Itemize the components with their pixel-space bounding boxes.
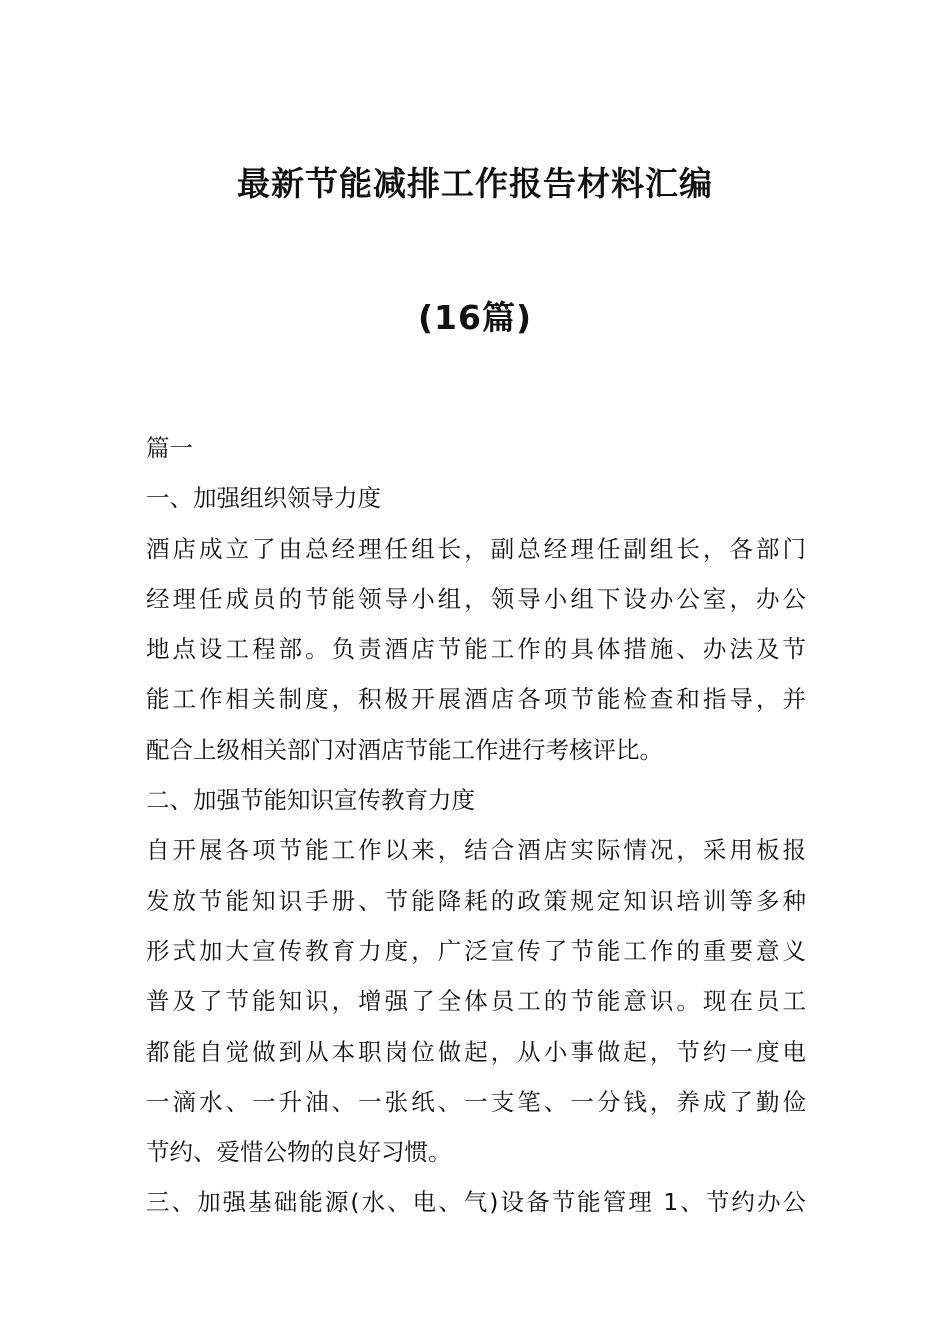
text-line: 经理任成员的节能领导小组，领导小组下设办公室，办公 bbox=[146, 584, 806, 613]
text-line: 形式加大宣传教育力度，广泛宣传了节能工作的重要意义 bbox=[146, 936, 806, 965]
text-line: 酒店成立了由总经理任组长，副总经理任副组长，各部门 bbox=[146, 534, 806, 563]
text-line: 能工作相关制度，积极开展酒店各项节能检查和指导，并 bbox=[146, 685, 806, 714]
text-line: 节约、爱惜公物的良好习惯。 bbox=[146, 1138, 452, 1167]
section-heading: 一、加强组织领导力度 bbox=[146, 484, 381, 513]
text-line: 发放节能知识手册、节能降耗的政策规定知识培训等多种 bbox=[146, 886, 806, 915]
text-line: 配合上级相关部门对酒店节能工作进行考核评比。 bbox=[146, 735, 663, 764]
text-line: 篇一 bbox=[146, 434, 193, 462]
document-body bbox=[146, 428, 806, 1233]
document-title: 最新节能减排工作报告材料汇编 bbox=[237, 164, 713, 203]
section-heading: 二、加强节能知识宣传教育力度 bbox=[146, 786, 475, 815]
text-line: 都能自觉做到从本职岗位做起，从小事做起，节约一度电 bbox=[146, 1037, 806, 1066]
text-line: 一滴水、一升油、一张纸、一支笔、一分钱，养成了勤俭 bbox=[146, 1087, 806, 1116]
document-subtitle: (16篇) bbox=[417, 298, 533, 337]
section-heading: 三、加强基础能源(水、电、气)设备节能管理 1、节约办公 bbox=[146, 1188, 806, 1217]
text-line: 普及了节能知识，增强了全体员工的节能意识。现在员工 bbox=[146, 987, 806, 1016]
text-line: 自开展各项节能工作以来，结合酒店实际情况，采用板报 bbox=[146, 836, 806, 865]
text-line: 地点设工程部。负责酒店节能工作的具体措施、办法及节 bbox=[146, 635, 806, 664]
